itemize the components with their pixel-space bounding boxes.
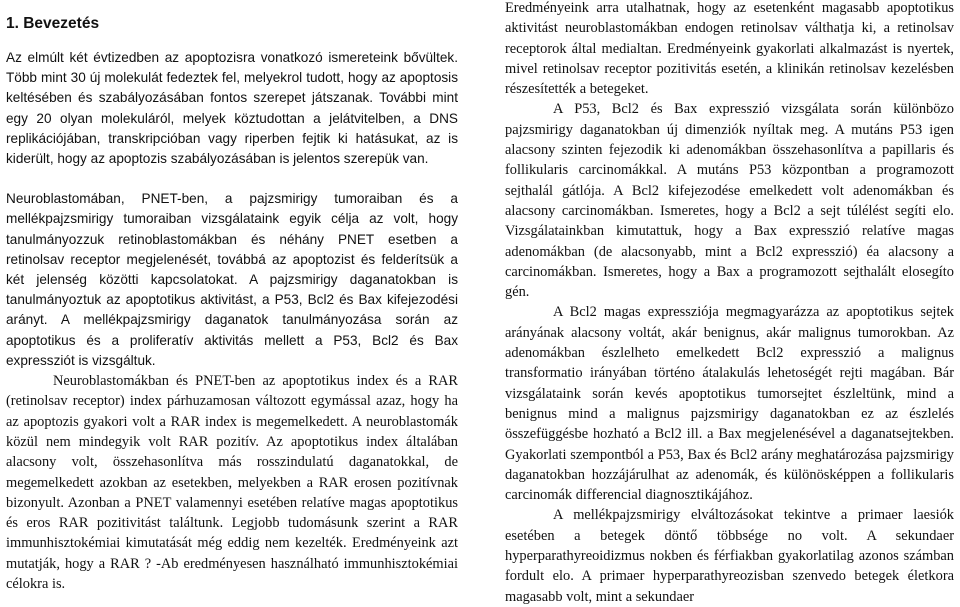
intro-paragraph: Az elmúlt két évtizedben az apoptozisra vonatkozó ismereteink bővültek. Több mint 30 új molekulát fedeztek fel, melyekrol tudott, hogy az apoptosis keltésében és szabályozásában fontos szerepet játszanak. További mint egy 20 olyan molekuláról, melyek köztudottan a jelátvitelben, a DNS replikációjában, transkripcióban vagy riperben fejtik ki hatásukat, az is kiderült, hogy az apoptozis szabályozásában is jelentos szerepük van. xyxy=(6,50,458,167)
left-column xyxy=(6,0,458,594)
section-heading: 1. Bevezetés xyxy=(6,15,100,32)
aims-paragraph: Neuroblastomában, PNET-ben, a pajzsmirigy tumoraiban és a mellékpajzsmirigy tumoraiban vizsgálataink egyik célja az volt, hogy tanulmányozzuk retinoblastomákban és néhány PNET esetben a retinolsav receptor megjelenését, továbbá az apoptozist és felderítsük a két jelenség közötti kapcsolatokat. A pajzsmirigy daganatokban is tanulmányoztuk az apoptotikus aktivitást, a P53, Bcl2 és Bax kifejezodési arányt. A mellékpajzsmirigy daganatok tanulmányozása során az apoptotikus és a proliferatív aktivitás mellett a P53, Bcl2 és Bax expressziót is vizsgáltuk. xyxy=(6,191,458,368)
right-column xyxy=(505,0,954,607)
neuroblastoma-paragraph: Neuroblastomákban és PNET-ben az apoptotikus index és a RAR (retinolsav receptor) index párhuzamosan változott egymással azaz, hogy ha az apoptozis gyakori volt a RAR index is megemelkedett. A neuroblastomák közül nem mindegyik volt RAR pozitív. Az apoptotikus index általában alacsony volt, összehasonlítva más rosszindulatú daganatokkal, de megemelkedett azokban az esetekben, melyekben a RAR erosen pozitívnak bizonyult. Azonban a PNET valamennyi esetében relatíve magas apoptotikus és eros RAR pozitivitást találtunk. Legjobb tudomásunk szerint a RAR immunhisztokémiai kimutatását még eddig nem kezelték. Eredményeink azt mutatják, hogy a RAR ? -Ab eredményesen használható immunhisztokémiai célokra is. xyxy=(6,373,458,593)
parathyroid-paragraph: A mellékpajzsmirigy elváltozásokat tekintve a primaer laesiók esetében a betegek döntő többsége no volt. A sekundaer hyperparathyreoidizmus nokben és férfiakban gyakorlatilag azonos számban fordult elo. A primaer hyperparathyreozisban szenvedo betegek életkora magasabb volt, mint a sekundaer xyxy=(505,507,954,605)
bcl2-paragraph: A Bcl2 magas expressziója megmagyarázza az apoptotikus sejtek arányának alacsony voltát, akár benignus, akár malignus tumorokban. Az adenomákban észlelheto emelkedett Bcl2 expresszió a malignus transformatio irányában történo átalakulás lehetoségét rejti magában. Bár vizsgálataink során kevés apoptotikus tumorsejtet észleltünk, mind a benignus mind a malignus pajzsmirigy daganatokban ez az észlelés összefüggésbe hozható a Bcl2 ill. a Bax megjelenésével a daganatsejtekben. Gyakorlati szempontból a P53, Bax és Bcl2 arány meghatározása pajzsmirigy daganatokban hozzájárulhat az adenomák, és különösképpen a follikularis carcinomák differencial diagnosztikájához. xyxy=(505,304,954,504)
results-paragraph: Eredményeink arra utalhatnak, hogy az esetenként magasabb apoptotikus aktivitást neuroblastomákban endogen retinolsav válthatja ki, a retinolsav receptorok által medialtan. Eredményeink gyakorlati alkalmazást is nyertek, mivel retinolsav receptor pozitivitás esetén, a klinikán retinolsav kezelésben részesítették a betegeket. xyxy=(505,0,954,98)
thyroid-paragraph: A P53, Bcl2 és Bax expresszió vizsgálata során különbözo pajzsmirigy daganatokban új dimenziók nyíltak meg. A mutáns P53 igen alacsony szinten fejezodik ki adenomákban összehasonlítva a papillaris és follikularis carcinomákkal. A mutáns P53 központban a programozott sejthalál gátlója. A Bcl2 kifejezodése emelkedett volt adenomákban és alacsony carcinomákban. Ismeretes, hogy a Bcl2 a sejt túlélést segíti elo. Vizsgálatainkban kimutattuk, hogy a Bax expresszió relatíve magas adenomákban (de alacsonyabb, mint a Bcl2 expresszió) éa alacsony a carcinomákban. Ismeretes, hogy a Bax a programozott sejthalált elosegíto gén. xyxy=(505,101,954,301)
